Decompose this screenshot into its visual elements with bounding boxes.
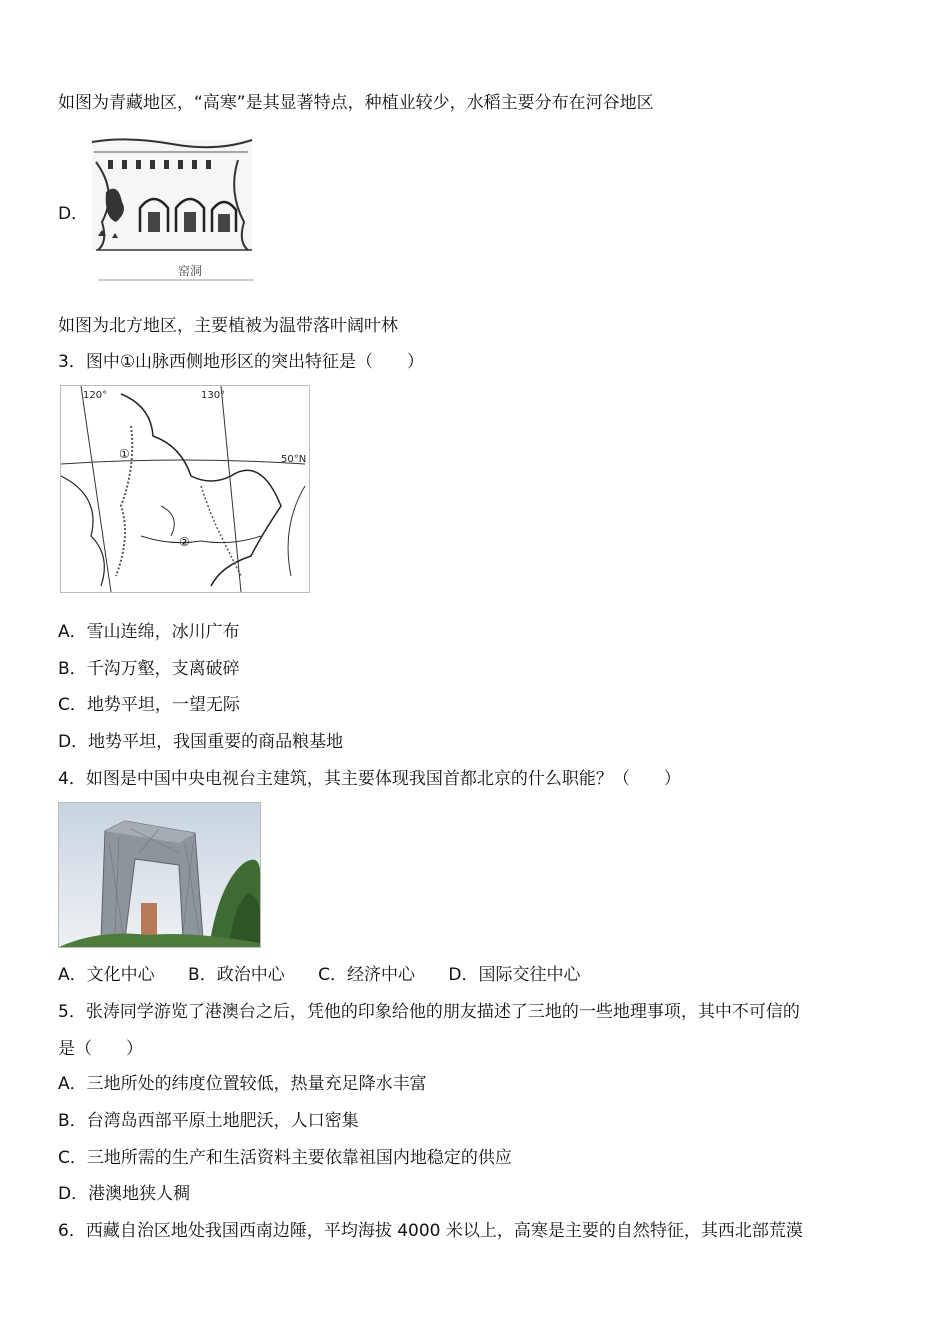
cave-dwelling-image	[88, 132, 256, 282]
q4-option-c: C．经济中心	[318, 965, 415, 985]
question-3: 3．图中①山脉西侧地形区的突出特征是（ ）	[58, 352, 425, 372]
map-label-50n: 50°N	[281, 454, 307, 465]
map-label-120: 120°	[83, 390, 108, 401]
northeast-map	[60, 385, 310, 593]
map-label-130: 130°	[201, 390, 226, 401]
question-6: 6．西藏自治区地处我国西南边陲，平均海拔 4000 米以上，高寒是主要的自然特征，其西北部荒漠	[58, 1221, 803, 1241]
q4-option-d: D．国际交往中心	[448, 965, 581, 985]
question-5-line-2: 是（ ）	[58, 1039, 143, 1059]
map-mark-2: ②	[179, 535, 190, 549]
q4-options-row	[58, 964, 609, 986]
option-d-label: D．	[58, 204, 89, 224]
q3-option-c: C．地势平坦，一望无际	[58, 695, 240, 715]
cctv-building-photo	[58, 802, 261, 948]
text-line-2: 如图为北方地区，主要植被为温带落叶阔叶林	[58, 316, 398, 336]
q5-option-c: C．三地所需的生产和生活资料主要依靠祖国内地稳定的供应	[58, 1148, 512, 1168]
figure-caption: 窑洞	[178, 264, 203, 278]
question-5-line-1: 5．张涛同学游览了港澳台之后，凭他的印象给他的朋友描述了三地的一些地理事项，其中不可信的	[58, 1002, 800, 1022]
q5-option-b: B．台湾岛西部平原土地肥沃，人口密集	[58, 1111, 359, 1131]
map-mark-1: ①	[119, 447, 130, 461]
text-line-1: 如图为青藏地区，“高寒”是其显著特点，种植业较少，水稻主要分布在河谷地区	[58, 93, 654, 113]
q5-option-d: D．港澳地狭人稠	[58, 1184, 191, 1204]
q3-option-d: D．地势平坦，我国重要的商品粮基地	[58, 732, 344, 752]
q3-option-a: A．雪山连绵，冰川广布	[58, 622, 240, 642]
q3-option-b: B．千沟万壑，支离破碎	[58, 659, 240, 679]
question-4: 4．如图是中国中央电视台主建筑，其主要体现我国首都北京的什么职能？（ ）	[58, 769, 681, 789]
q4-option-a: A．文化中心	[58, 965, 155, 985]
q5-option-a: A．三地所处的纬度位置较低，热量充足降水丰富	[58, 1074, 427, 1094]
q4-option-b: B．政治中心	[188, 965, 285, 985]
